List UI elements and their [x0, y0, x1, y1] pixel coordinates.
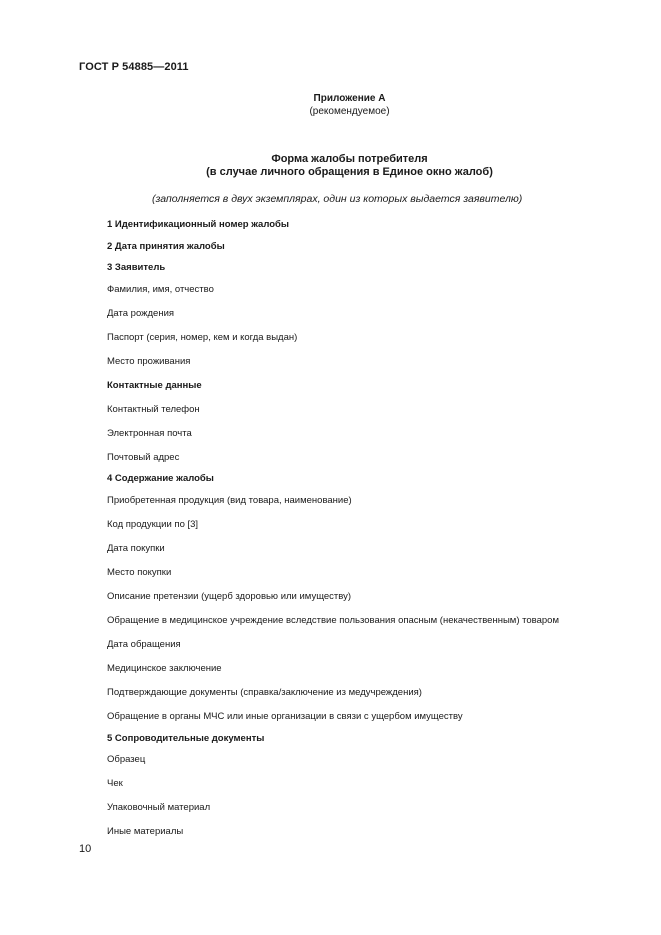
appendix-note: (рекомендуемое)	[309, 106, 390, 117]
page-number: 10	[79, 843, 92, 855]
standard-number: ГОСТ Р 54885—2011	[79, 61, 189, 73]
form-title-line2: (в случае личного обращения в Единое окно жалоб)	[206, 166, 493, 178]
form-field-label: Место покупки	[107, 567, 172, 578]
form-field-label: Фамилия, имя, отчество	[107, 284, 214, 295]
form-field-label: Чек	[107, 778, 123, 789]
form-field-label: Иные материалы	[107, 826, 184, 837]
form-field-label: Приобретенная продукция (вид товара, наименование)	[107, 495, 352, 506]
form-title	[0, 153, 661, 179]
form-field-label: Обращение в органы МЧС или иные организации в связи с ущербом имуществу	[107, 711, 463, 722]
form-field-label: Дата обращения	[107, 639, 181, 650]
form-field-label: Место проживания	[107, 356, 191, 367]
form-field-label: Медицинское заключение	[107, 663, 222, 674]
form-field-label: Контактный телефон	[107, 404, 200, 415]
section-heading: 4 Содержание жалобы	[107, 473, 214, 484]
section-heading: 5 Сопроводительные документы	[107, 733, 265, 744]
form-field-label: Почтовый адрес	[107, 452, 180, 463]
section-heading: Контактные данные	[107, 380, 202, 391]
section-heading: 2 Дата принятия жалобы	[107, 241, 225, 252]
form-field-label: Образец	[107, 754, 146, 765]
form-field-label: Обращение в медицинское учреждение вследствие пользования опасным (некачественным) товаром	[107, 615, 559, 626]
form-title-line1: Форма жалобы потребителя	[271, 153, 428, 165]
form-field-label: Дата покупки	[107, 543, 165, 554]
section-heading: 3 Заявитель	[107, 262, 166, 273]
form-field-label: Электронная почта	[107, 428, 192, 439]
appendix-heading	[0, 92, 661, 118]
section-heading: 1 Идентификационный номер жалобы	[107, 219, 290, 230]
form-note: (заполняется в двух экземплярах, один из которых выдается заявителю)	[152, 193, 523, 205]
form-field-label: Упаковочный материал	[107, 802, 211, 813]
form-field-label: Подтверждающие документы (справка/заключение из медучреждения)	[107, 687, 422, 698]
form-field-label: Код продукции по [3]	[107, 519, 199, 530]
form-field-label: Дата рождения	[107, 308, 175, 319]
form-field-label: Паспорт (серия, номер, кем и когда выдан)	[107, 332, 298, 343]
appendix-title: Приложение А	[313, 93, 386, 104]
form-field-label: Описание претензии (ущерб здоровью или имуществу)	[107, 591, 352, 602]
